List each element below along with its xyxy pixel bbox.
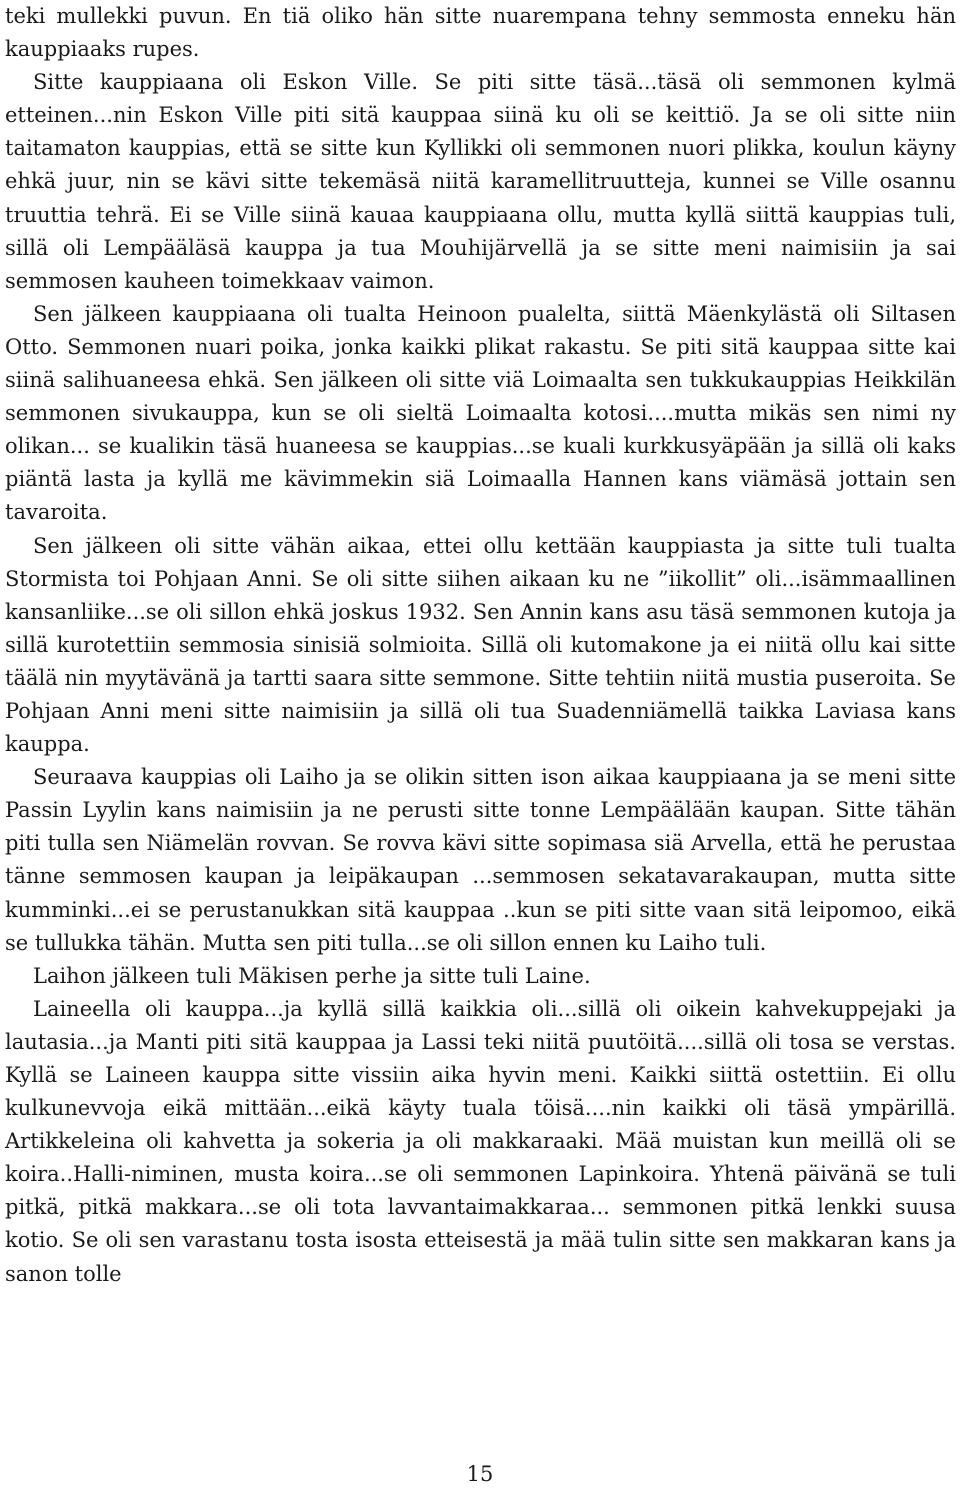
paragraph-5: Seuraava kauppias oli Laiho ja se olikin sitten ison aikaa kauppiaana ja se meni sitte Passin Lyylin kans naimisiin ja ne perusti sitte tonne Lempäälään kaupan. Sitte tähän piti tulla sen Niämelän rovvan. Se rovva kävi sitte sopimasa siä Arvella, että he perustaa tänne semmosen kaupan ja leipäkaupan ...semmosen sekatavarakaupan, mutta sitte kumminki...ei se perustanukkan sitä kauppaa ..kun se piti sitte vaan sitä leipomoo, eikä se tullukka tähän. Mutta sen piti tulla...se oli sillon ennen ku Laiho tuli. [5,765,956,955]
paragraph-4: Sen jälkeen oli sitte vähän aikaa, ettei ollu kettään kauppiasta ja sitte tuli tualta Stormista toi Pohjaan Anni. Se oli sitte siihen aikaan ku ne ”iikollit” oli...isämmaallinen kansanliike...se oli sillon ehkä joskus 1932. Sen Annin kans asu täsä semmonen kutoja ja sillä kurotettiin semmosia sinisiä solmioita. Sillä oli kutomakone ja ei niitä ollu kai sitte täälä nin myytävänä ja tartti saara sitte semmone. Sitte tehtiin niitä mustia puseroita. Se Pohjaan Anni meni sitte naimisiin ja sillä oli tua Suadenniämellä taikka Laviasa kans kauppa. [5,533,956,757]
document-body [5,0,956,1291]
page-number: 15 [466,1462,494,1486]
paragraph-6: Laihon jälkeen tuli Mäkisen perhe ja sitte tuli Laine. [33,963,591,988]
paragraph-7: Laineella oli kauppa...ja kyllä sillä kaikkia oli...sillä oli oikein kahvekuppejaki ja lautasia...ja Manti piti sitä kauppaa ja Lassi teki niitä puutöitä....sillä oli tosa se verstas. Kyllä se Laineen kauppa sitte vissiin aika hyvin meni. Kaikki siittä ostettiin. Ei ollu kulkunevvoja eikä mittään...eikä käyty tuala töisä....nin kaikki oli täsä ympärillä. Artikkeleina oli kahvetta ja sokeria ja oli makkaraaki. Mää muistan kun meillä oli se koira..Halli-niminen, musta koira...se oli semmonen Lapinkoira. Yhtenä päivänä se tuli pitkä, pitkä makkara...se oli tota lavvantaimakkaraa... semmonen pitkä lenkki suusa kotio. Se oli sen varastanu tosta isosta etteisestä ja mää tulin sitte sen makkaran kans ja sanon tolle [5,996,956,1286]
paragraph-1: teki mullekki puvun. En tiä oliko hän sitte nuarempana tehny semmosta enneku hän kauppiaaks rupes. [5,4,956,62]
paragraph-2: Sitte kauppiaana oli Eskon Ville. Se piti sitte täsä...täsä oli semmonen kylmä etteinen...nin Eskon Ville piti sitä kauppaa siinä ku oli se keittiö. Ja se oli sitte niin taitamaton kauppias, että se sitte kun Kyllikki oli semmonen nuori plikka, koulun käyny ehkä juur, nin se kävi sitte tekemäsä niitä karamellitruutteja, kunnei se Ville osannu truuttia tehrä. Ei se Ville siinä kauaa kauppiaana ollu, mutta kyllä siittä kauppias tuli, sillä oli Lempääläsä kauppa ja tua Mouhijärvellä ja se sitte meni naimisiin ja sai semmosen kauheen toimekkaav vaimon. [5,70,956,293]
paragraph-3: Sen jälkeen kauppiaana oli tualta Heinoon pualelta, siittä Mäenkylästä oli Siltasen Otto. Semmonen nuari poika, jonka kaikki plikat rakastu. Se piti sitä kauppaa sitte kai siinä salihuaneesa ehkä. Sen jälkeen oli sitte viä Loimaalta sen tukkukauppias Heikkilän semmonen sivukauppa, kun se oli sieltä Loimaalta kotosi....mutta mikäs sen nimi ny olikan... se kualikin täsä huaneesa se kauppias...se kuali kurkkusyäpään ja sillä oli kaks piäntä lasta ja kyllä me kävimmekin siä Loimaalla Hannen kans viämäsä jottain sen tavaroita. [5,301,956,525]
